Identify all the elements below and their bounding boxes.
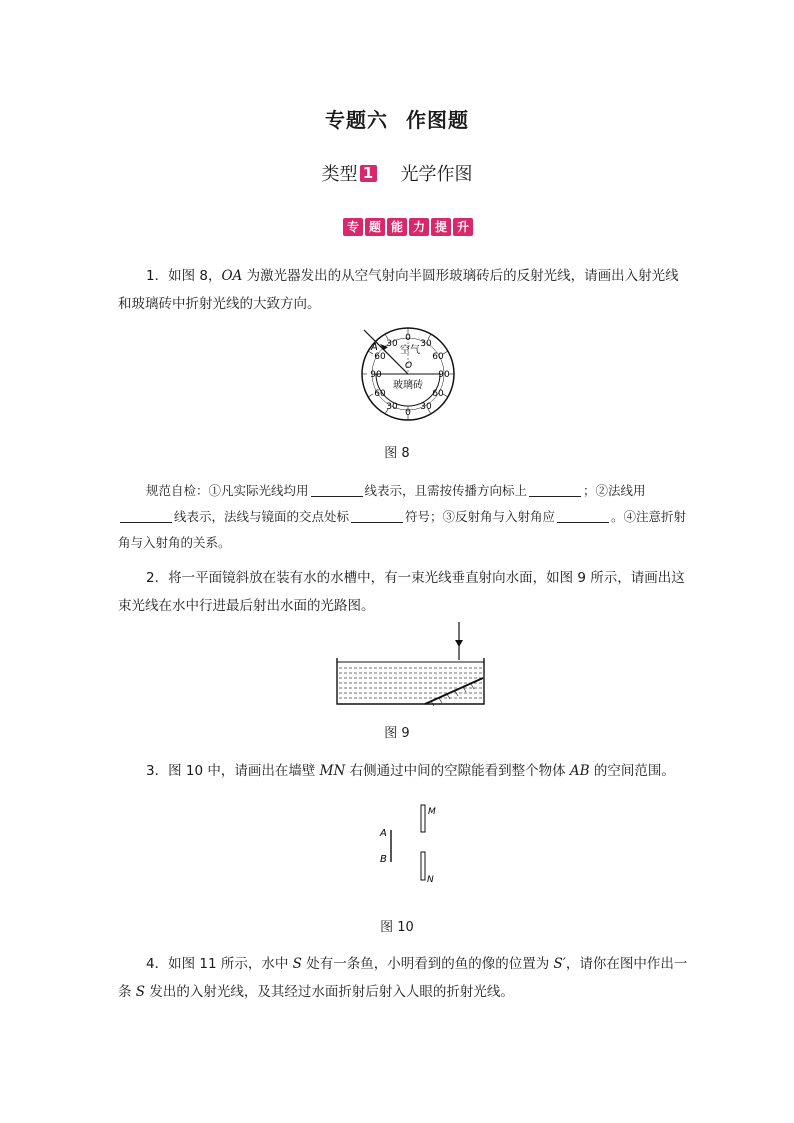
check-t4: 线表示，法线与镜面的交点处标 [174, 509, 350, 524]
title-part1: 专题六 [325, 108, 388, 132]
question-2-text: 2．将一平面镜斜放在装有水的水槽中，有一束光线垂直射向水面，如图 9 所示，请画出这束光线在水中行进最后射出水面的光路图。 [118, 570, 685, 614]
svg-text:0: 0 [405, 408, 411, 418]
q4-s: S [292, 956, 302, 972]
plane-mirror [425, 678, 483, 704]
banner-char: 题 [365, 218, 385, 236]
banner-char: 提 [431, 218, 451, 236]
q4-text-a: 4．如图 11 所示，水中 [146, 956, 293, 972]
check-t3: ；②法线用 [583, 483, 646, 498]
check-t1: 规范自检：①凡实际光线均用 [146, 483, 309, 498]
title-part2: 作图题 [406, 108, 469, 132]
q3-mn: MN [319, 763, 346, 779]
figure-10-caption: 图 10 [380, 920, 414, 935]
svg-text:30: 30 [420, 339, 432, 349]
q4-text-b: 处有一条鱼，小明看到的鱼的像的位置为 [301, 956, 554, 972]
page-title [0, 104, 794, 133]
figure-8-caption: 图 8 [384, 446, 410, 461]
q1-oa: OA [221, 268, 243, 284]
svg-text:60: 60 [374, 352, 386, 362]
svg-text:90: 90 [438, 370, 450, 380]
answer-blank[interactable] [351, 508, 403, 523]
label-N: N [427, 875, 434, 885]
label-B: B [380, 854, 387, 865]
answer-blank[interactable] [311, 482, 363, 497]
wall-N [421, 852, 425, 880]
svg-text:30: 30 [386, 339, 398, 349]
check-t6: 。④注意折射角与入射角的关系。 [118, 509, 687, 550]
type-number-badge: 1 [360, 165, 377, 182]
section-subtitle [0, 160, 794, 186]
figure-8-protractor [350, 320, 470, 430]
q4-s-prime: S′ [553, 956, 566, 972]
label-air: 空气 [400, 345, 420, 356]
tank-walls [337, 658, 484, 704]
question-3-text [118, 757, 688, 785]
label-M: M [428, 807, 436, 817]
ray-arrow [455, 640, 463, 647]
mirror-hatching [431, 684, 474, 706]
check-t2: 线表示，且需按传播方向标上 [364, 483, 528, 498]
q1-text-b: 为激光器发出的从空气射向半圆形玻璃砖后的反射光线，请画出入射光线和玻璃砖中折射光线的大致方向。 [118, 268, 679, 312]
svg-text:60: 60 [432, 352, 444, 362]
q3-text-b: 右侧通过中间的空隙能看到整个物体 [345, 763, 570, 779]
check-t5: 符号；③反射角与入射角应 [405, 509, 556, 524]
q4-text-d: 发出的入射光线，及其经过水面折射后射入人眼的折射光线。 [145, 984, 514, 1000]
svg-text:60: 60 [374, 389, 386, 399]
q3-text-a: 3．图 10 中，请画出在墙壁 [146, 763, 320, 779]
banner-char: 专 [343, 218, 363, 236]
answer-blank[interactable] [529, 482, 581, 497]
figure-10-wall-gap [370, 800, 440, 888]
answer-blank[interactable] [557, 508, 609, 523]
q4-text-c: ，请你在图中作出一条 [118, 956, 688, 1000]
figure-9-caption: 图 9 [384, 726, 410, 741]
water-surface-dashes [339, 668, 482, 698]
svg-text:0: 0 [405, 333, 411, 343]
ability-banner [343, 218, 473, 236]
label-O: O [405, 361, 413, 371]
answer-blank[interactable] [120, 508, 172, 523]
banner-char: 力 [409, 218, 429, 236]
q3-text-c: 的空间范围。 [589, 763, 675, 779]
svg-text:90: 90 [370, 370, 382, 380]
banner-char: 能 [387, 218, 407, 236]
label-A: A [380, 828, 387, 839]
label-glass-brick: 玻璃砖 [393, 380, 423, 391]
q3-ab: AB [569, 763, 590, 779]
wall-M [421, 805, 425, 832]
type-name: 光学作图 [400, 164, 473, 185]
svg-text:30: 30 [386, 402, 398, 412]
type-prefix: 类型 [321, 164, 358, 185]
svg-text:60: 60 [432, 389, 444, 399]
figure-9-water-tank [335, 620, 490, 712]
question-4-text [118, 950, 688, 1006]
label-A: A [371, 342, 378, 353]
self-check-text [118, 478, 688, 556]
banner-char: 升 [453, 218, 473, 236]
q4-s3: S [135, 984, 146, 1000]
q1-text-a: 1．如图 8， [146, 268, 222, 284]
svg-text:30: 30 [420, 402, 432, 412]
question-1-text [118, 262, 688, 318]
